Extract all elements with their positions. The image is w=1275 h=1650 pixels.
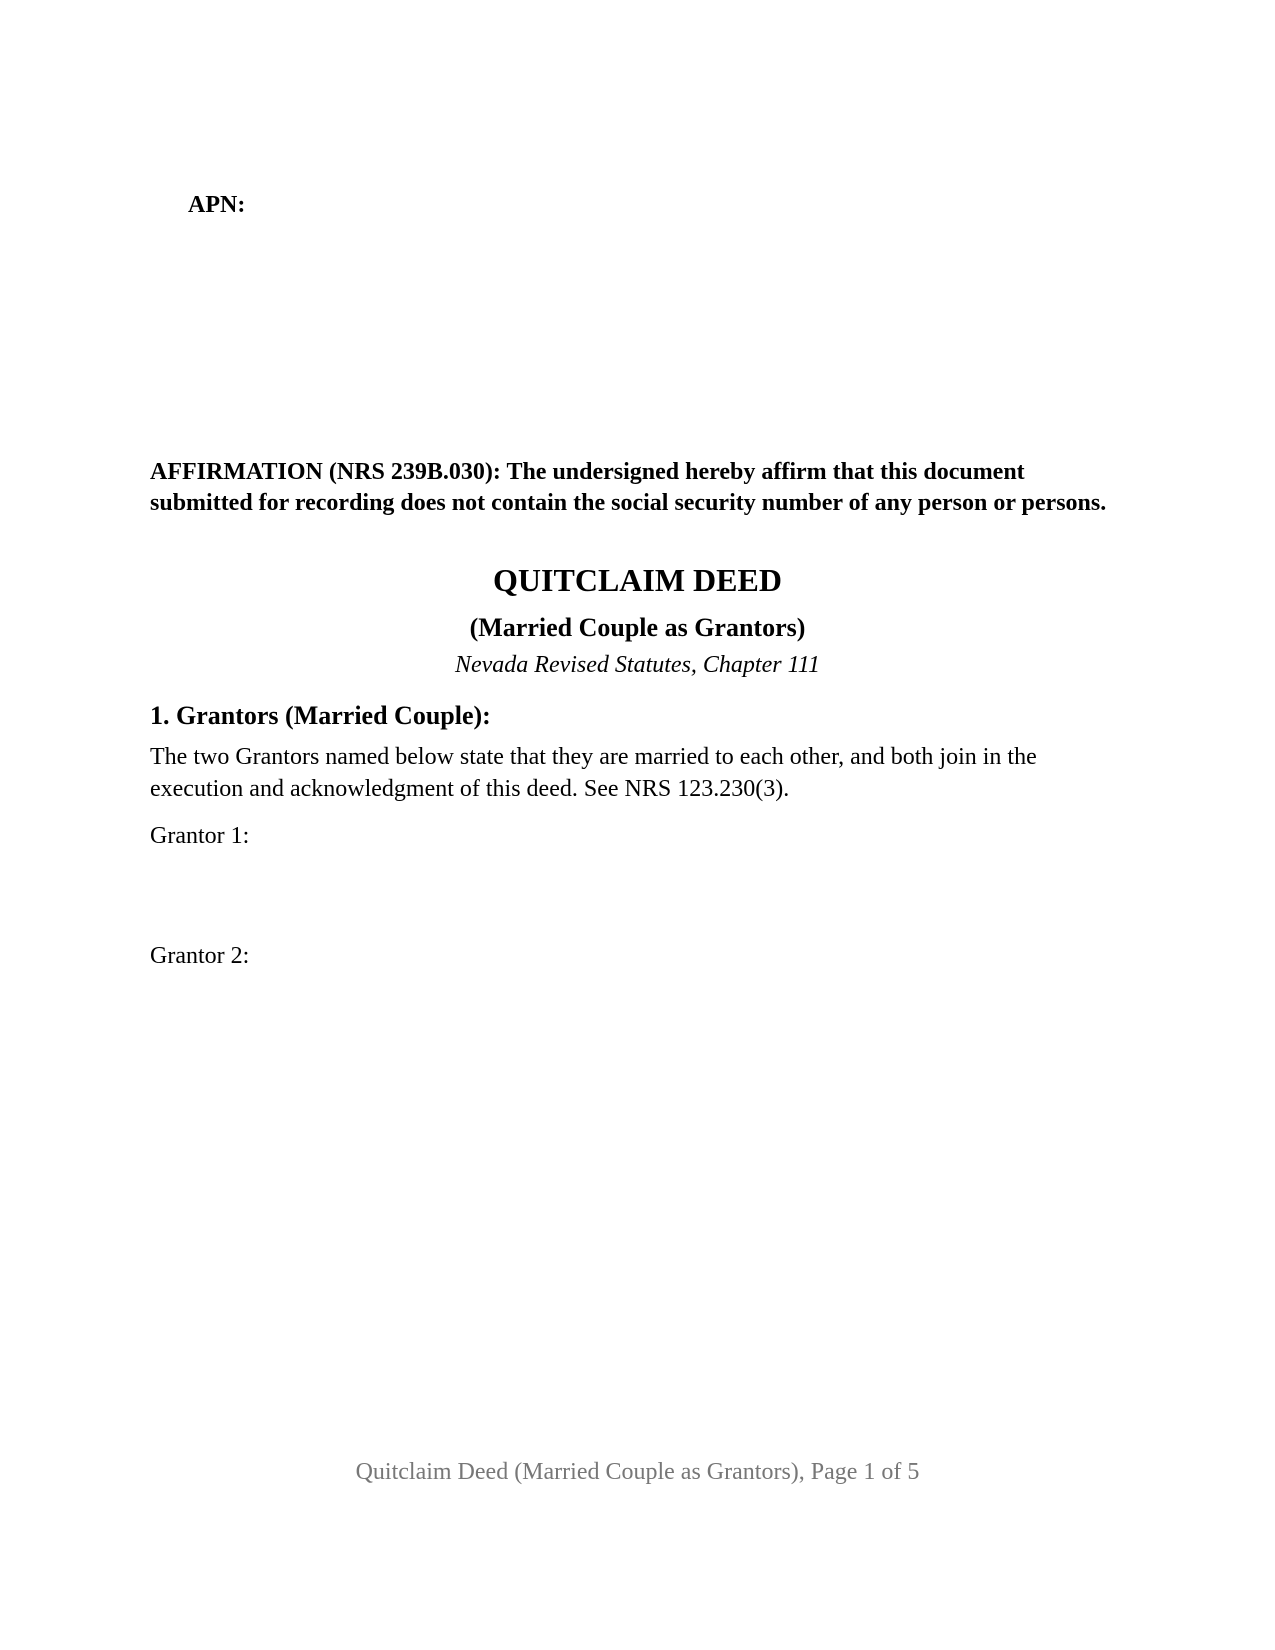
apn-label: APN:: [188, 192, 246, 218]
page-footer: Quitclaim Deed (Married Couple as Grantors), Page 1 of 5: [355, 1459, 920, 1485]
grantor-1-label: Grantor 1:: [150, 823, 250, 849]
section-1-heading: 1. Grantors (Married Couple):: [150, 701, 491, 730]
section-1-body: The two Grantors named below state that they are married to each other, and both join in the execution and acknowledgment of this deed. See NRS 123.230(3).: [150, 744, 1037, 802]
document-subtitle: (Married Couple as Grantors): [469, 613, 806, 642]
affirmation-statement: AFFIRMATION (NRS 239B.030): The undersigned hereby affirm that this document submitted for recording does not contain the social security number of any person or persons.: [150, 459, 1107, 516]
grantor-2-label: Grantor 2:: [150, 943, 250, 969]
statute-reference: Nevada Revised Statutes, Chapter 111: [454, 652, 821, 678]
document-title: QUITCLAIM DEED: [493, 562, 782, 598]
